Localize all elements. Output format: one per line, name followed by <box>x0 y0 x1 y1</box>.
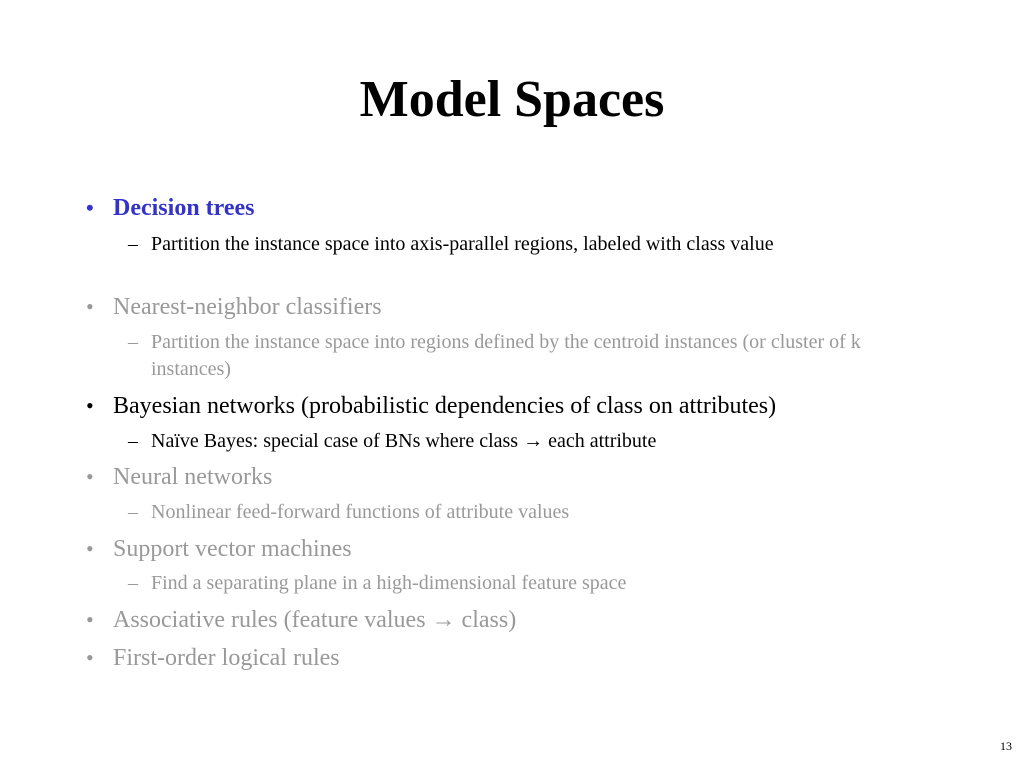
sub-bullet-marker: – <box>128 572 138 594</box>
slide-title: Model Spaces <box>359 71 665 128</box>
bullet-text: Nearest-neighbor classifiers <box>113 294 382 320</box>
sub-bullet-text: Partition the instance space into axis-parallel regions, labeled with class value <box>151 233 774 255</box>
sub-bullet-text: Nonlinear feed-forward functions of attribute values <box>151 501 570 523</box>
bullet-text: Bayesian networks (probabilistic dependencies of class on attributes) <box>113 393 777 419</box>
bullet-text: Associative rules (feature values → class) <box>113 607 517 633</box>
bullet-text: First-order logical rules <box>113 645 340 671</box>
sub-bullet-text: Partition the instance space into regions defined by the centroid instances (or cluster of k instances) <box>151 331 861 380</box>
bullet-marker: • <box>86 645 94 670</box>
bullet-marker: • <box>86 464 94 489</box>
bullet-marker: • <box>86 393 94 418</box>
sub-bullet-text: Naïve Bayes: special case of BNs where class → each attribute <box>151 430 657 452</box>
bullet-text: Neural networks <box>113 464 273 490</box>
bullet-text: Support vector machines <box>113 536 352 562</box>
sub-bullet-marker: – <box>128 233 138 255</box>
page-number: 13 <box>1000 739 1012 753</box>
sub-bullet-marker: – <box>128 430 138 452</box>
bullet-marker: • <box>86 195 94 220</box>
bullet-marker: • <box>86 294 94 319</box>
sub-bullet-marker: – <box>128 501 138 523</box>
bullet-text: Decision trees <box>113 195 255 221</box>
bullet-marker: • <box>86 607 94 632</box>
sub-bullet-text: Find a separating plane in a high-dimensional feature space <box>151 572 627 594</box>
sub-bullet-marker: – <box>128 331 138 353</box>
bullet-marker: • <box>86 536 94 561</box>
